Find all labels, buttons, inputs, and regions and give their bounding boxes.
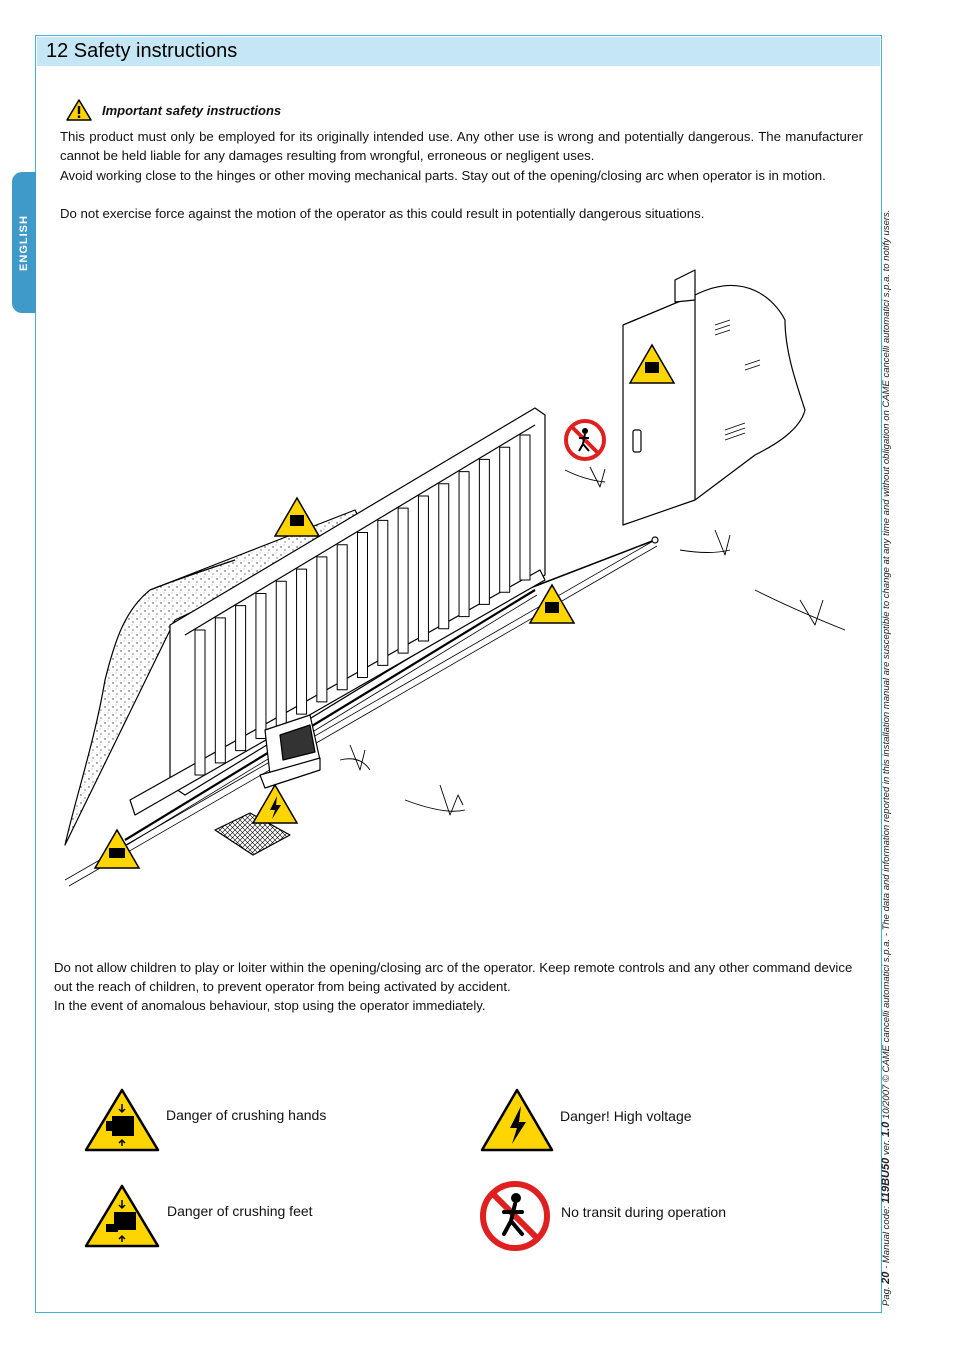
- gate-bar: [317, 557, 327, 702]
- section-title: 12 Safety instructions: [46, 40, 238, 62]
- voltage-warning-marker: [253, 785, 297, 823]
- gate-bar: [520, 435, 530, 580]
- gate-bar: [378, 520, 388, 665]
- paragraph-moving-parts: Avoid working close to the hinges or other moving mechanical parts. Stay out of the opening/closing arc when operator is in motion.: [60, 168, 826, 183]
- gate-bar: [459, 472, 469, 617]
- no-transit-marker: [566, 421, 604, 459]
- important-label: Important safety instructions: [102, 102, 282, 118]
- gate-bar: [398, 508, 408, 653]
- paragraph-children: Do not allow children to play or loiter within the opening/closing arc of the operator. Keep remote controls and any other command device out the reach of children, to prevent operator from being activated by accident.: [54, 960, 853, 994]
- gate-bar: [195, 630, 205, 775]
- gate-bar: [256, 593, 266, 738]
- gate-bar: [479, 459, 489, 604]
- legend-hands-label: Danger of crushing hands: [166, 1107, 327, 1123]
- legend-feet-label: Danger of crushing feet: [167, 1203, 313, 1219]
- legend-no-transit-label: No transit during operation: [561, 1204, 726, 1220]
- gate-bar: [500, 447, 510, 592]
- manual-code: 119BU50: [880, 1157, 892, 1204]
- crushing-hands-icon: [84, 1088, 160, 1152]
- page-number: 20: [880, 1271, 892, 1284]
- footer-copyright: © CAME cancelli automatici s.p.a. - The data and information reported in this installation manual are susceptible to change at any time and without obligation on CAME cancelli automatici s.p.a. to notify users.: [881, 209, 892, 1083]
- paragraph-intended-use: This product must only be employed for its originally intended use. Any other use is wrong and potentially dangerous. The manufacturer cannot be held liable for any damages resulting from wrongful, erroneous or negligent uses.: [60, 129, 863, 163]
- crushing-feet-icon: [84, 1184, 160, 1248]
- gate-bar: [276, 581, 286, 726]
- language-tab[interactable]: [12, 172, 36, 313]
- gate-bar: [215, 618, 225, 763]
- footer-date: 10/2007: [881, 1084, 892, 1120]
- hands-warning-marker: [275, 498, 319, 536]
- footer-note: [880, 210, 892, 1306]
- gate-bar: [439, 484, 449, 629]
- footer-code-label: - Manual code:: [881, 1206, 892, 1269]
- gate-bar: [236, 606, 246, 751]
- section-header: [37, 37, 880, 66]
- gate-bar: [297, 569, 307, 714]
- footer-pag: Pag.: [881, 1286, 892, 1306]
- gate-bar: [337, 545, 347, 690]
- gate-bar: [358, 533, 368, 678]
- footer-ver-label: ver.: [881, 1139, 892, 1156]
- legend-voltage-label: Danger! High voltage: [560, 1108, 692, 1124]
- version: 1.0: [880, 1121, 892, 1137]
- no-transit-icon: [480, 1181, 550, 1251]
- warning-icon: [66, 99, 92, 121]
- gate-illustration: [55, 240, 865, 910]
- paragraph-force: Do not exercise force against the motion of the operator as this could result in potentially dangerous situations.: [60, 206, 705, 221]
- gate-bar: [418, 496, 428, 641]
- high-voltage-icon: [480, 1088, 554, 1152]
- important-heading: [66, 99, 281, 121]
- paragraph-anomalous: In the event of anomalous behaviour, stop using the operator immediately.: [54, 998, 486, 1013]
- language-tab-label: ENGLISH: [18, 214, 30, 271]
